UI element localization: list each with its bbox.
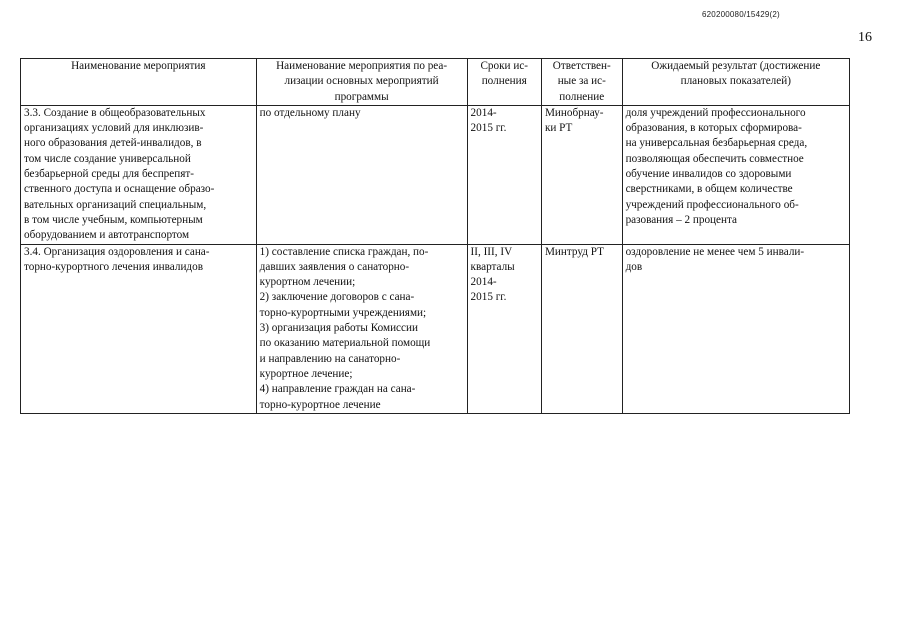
cell-line: кварталы <box>470 260 515 273</box>
cell-timeline <box>467 105 541 244</box>
events-table <box>20 58 850 414</box>
header-line: Сроки ис- <box>480 60 529 72</box>
header-line: Наименование мероприятия по реа- <box>276 60 448 72</box>
cell-line: дов <box>625 260 643 273</box>
cell-line: в том числе учебным, компьютерным <box>24 213 203 226</box>
cell-line: учреждений профессионального об- <box>625 198 799 211</box>
cell-line: торно-курортное лечение <box>259 398 381 411</box>
cell-line: сверстниками, в общем количестве <box>625 183 793 196</box>
page-number: 16 <box>858 30 872 45</box>
cell-line: 1) составление списка граждан, по- <box>259 245 429 258</box>
header-line: полнение <box>559 90 605 103</box>
cell-line: Минтруд РТ <box>544 245 604 258</box>
header-implementation <box>256 59 467 106</box>
cell-expected-result <box>622 105 849 244</box>
cell-line: 2014- <box>470 106 497 119</box>
cell-event <box>21 244 257 413</box>
cell-line: торно-курортными учреждениями; <box>259 306 427 319</box>
header-line: лизации основных мероприятий <box>284 75 439 88</box>
cell-line: курортном лечении; <box>259 276 356 289</box>
cell-line: 3) организация работы Комиссии <box>259 322 418 335</box>
cell-line: по отдельному плану <box>259 106 361 119</box>
cell-implementation <box>256 105 467 244</box>
cell-line: образования, в которых сформирова- <box>625 122 802 135</box>
cell-line: 2015 гг. <box>470 122 507 135</box>
cell-event <box>21 105 257 244</box>
cell-line: обучение инвалидов со здоровыми <box>625 168 792 181</box>
header-responsible <box>541 59 622 106</box>
cell-line: 3.3. Создание в общеобразовательных <box>24 106 206 119</box>
cell-line: вательных организаций специальным, <box>24 198 207 211</box>
header-timeline <box>467 59 541 106</box>
cell-line: том числе создание универсальной <box>24 152 191 165</box>
header-line: Наименование мероприятия <box>71 60 206 72</box>
header-line: ные за ис- <box>557 75 606 88</box>
header-line: Ответствен- <box>552 60 611 72</box>
cell-implementation <box>256 244 467 413</box>
header-event-name <box>21 59 257 106</box>
cell-line: ного образования детей-инвалидов, в <box>24 137 202 150</box>
cell-line: доля учреждений профессионального <box>625 106 806 119</box>
cell-line: 3.4. Организация оздоровления и сана- <box>24 245 210 258</box>
header-line: плановых показателей) <box>680 75 791 88</box>
header-line: программы <box>334 90 389 103</box>
cell-line: организациях условий для инклюзив- <box>24 122 204 135</box>
cell-line: курортное лечение; <box>259 367 353 380</box>
cell-line: 2014- <box>470 276 497 289</box>
cell-line: безбарьерной среды для беспрепят- <box>24 168 194 181</box>
header-line: Ожидаемый результат (достижение <box>651 60 821 72</box>
cell-line: разования – 2 процента <box>625 213 737 226</box>
cell-responsible <box>541 105 622 244</box>
cell-responsible <box>541 244 622 413</box>
table-row <box>21 105 850 244</box>
cell-line: оздоровление не менее чем 5 инвали- <box>625 245 805 258</box>
cell-line: Минобрнау- <box>544 106 604 119</box>
cell-expected-result <box>622 244 849 413</box>
cell-line: ственного доступа и оснащение образо- <box>24 183 215 196</box>
table-header-row <box>21 59 850 106</box>
cell-line: 4) направление граждан на сана- <box>259 383 416 396</box>
cell-line: 2) заключение договоров с сана- <box>259 291 415 304</box>
cell-timeline <box>467 244 541 413</box>
cell-line: давших заявления о санаторно- <box>259 260 410 273</box>
cell-line: на универсальная безбарьерная среда, <box>625 137 808 150</box>
cell-line: по оказанию материальной помощи <box>259 337 431 350</box>
header-line: полнения <box>481 75 527 88</box>
document-code: 620200080/15429(2) <box>702 10 780 19</box>
cell-line: позволяющая обеспечить совместное <box>625 152 804 165</box>
cell-line: II, III, IV <box>470 245 513 258</box>
table-row <box>21 244 850 413</box>
header-expected-result <box>622 59 849 106</box>
cell-line: оборудованием и автотранспортом <box>24 229 190 242</box>
cell-line: и направлению на санаторно- <box>259 352 401 365</box>
cell-line: торно-курортного лечения инвалидов <box>24 260 203 273</box>
cell-line: 2015 гг. <box>470 291 507 304</box>
cell-line: ки РТ <box>544 122 573 135</box>
